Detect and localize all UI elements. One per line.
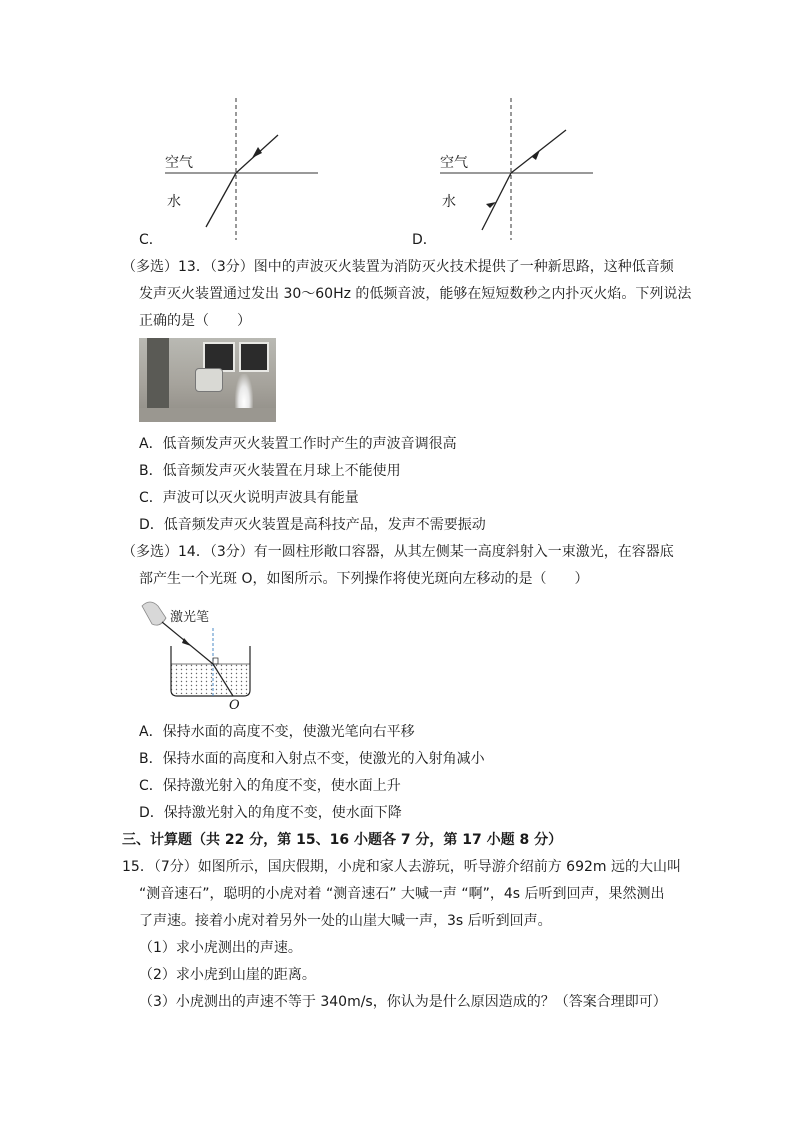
q15-sub-3: （3）小虎测出的声速不等于 340m/s，你认为是什么原因造成的？（答案合理即可） [139, 994, 667, 1010]
q14-option-d: D．保持激光射入的角度不变，使水面下降 [139, 805, 402, 821]
q13-line-3: 正确的是（ ） [139, 313, 251, 329]
label-water: 水 [442, 194, 456, 210]
q14-option-a: A．保持水面的高度不变，使激光笔向右平移 [139, 724, 415, 740]
q15-line-1: 15．（7分）如图所示，国庆假期，小虎和家人去游玩，听导游介绍前方 692m 远的大山叫 [122, 859, 681, 875]
laser-pen-label: 激光笔 [170, 610, 210, 625]
q14-option-c: C．保持激光射入的角度不变，使水面上升 [139, 778, 401, 794]
option-c-label: C． [139, 232, 163, 248]
q14-option-b: B．保持水面的高度和入射点不变，使激光的入射角减小 [139, 751, 485, 767]
label-air: 空气 [165, 155, 193, 171]
q13-line-1: （多选）13．（3分）图中的声波灭火装置为消防灭火技术提供了一种新思路，这种低音频 [122, 259, 674, 275]
q13-line-2: 发声灭火装置通过发出 30～60Hz 的低频音波，能够在短短数秒之内扑灭火焰。下列说法 [139, 286, 692, 302]
q13-option-c: C．声波可以灭火说明声波具有能量 [139, 490, 359, 506]
q13-option-d: D．低音频发声灭火装置是高科技产品，发声不需要振动 [139, 517, 486, 533]
section-3-heading: 三、计算题（共 22 分，第 15、16 小题各 7 分，第 17 小题 8 分） [122, 832, 563, 848]
q15-line-2: “测音速石”，聪明的小虎对着 “测音速石” 大喊一声 “啊”，4s 后听到回声，果然测出 [139, 886, 665, 902]
right-angle-mark [213, 658, 218, 664]
q13-option-a: A．低音频发声灭火装置工作时产生的声波音调很高 [139, 436, 457, 452]
point-o-label: O [229, 698, 240, 713]
q15-sub-1: （1）求小虎测出的声速。 [139, 940, 302, 956]
q13-option-b: B．低音频发声灭火装置在月球上不能使用 [139, 463, 401, 479]
q14-line-1: （多选）14．（3分）有一圆柱形敞口容器，从其左侧某一高度斜射入一束激光，在容器底 [122, 544, 674, 560]
label-air: 空气 [440, 155, 468, 171]
q15-line-3: 了声速。接着小虎对着另外一处的山崖大喊一声，3s 后听到回声。 [139, 913, 552, 929]
water-fill [171, 664, 250, 694]
option-d-label: D． [412, 232, 437, 248]
q15-sub-2: （2）求小虎到山崖的距离。 [139, 967, 316, 983]
label-water: 水 [167, 194, 181, 210]
q14-line-2: 部产生一个光斑 O，如图所示。下列操作将使光斑向左移动的是（ ） [139, 571, 589, 587]
